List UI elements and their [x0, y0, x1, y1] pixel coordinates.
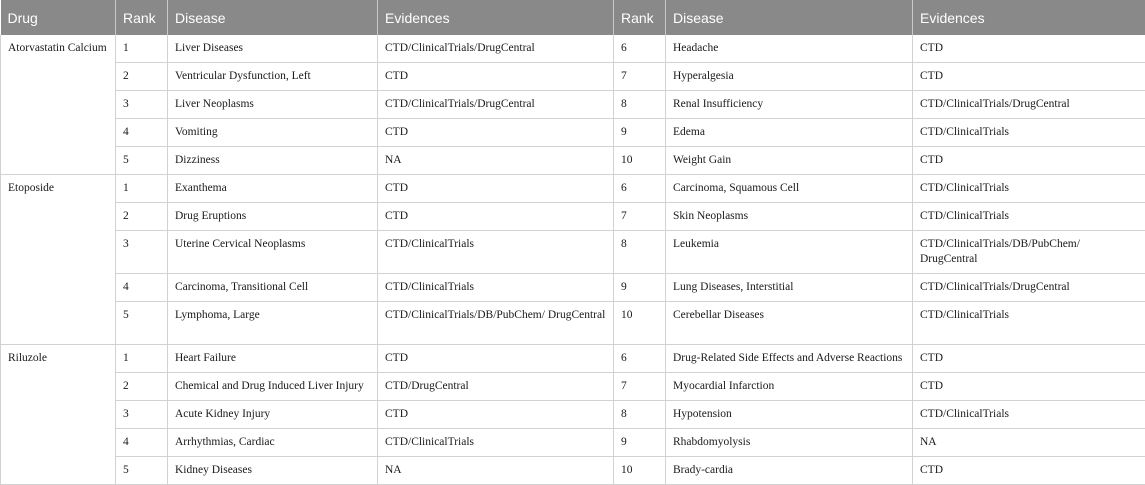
- header-disease-left: Disease: [168, 0, 378, 35]
- disease-cell: Uterine Cervical Neoplasms: [168, 231, 378, 274]
- evidence-cell: CTD/ClinicalTrials/DrugCentral: [378, 35, 614, 63]
- disease-cell: Lymphoma, Large: [168, 302, 378, 345]
- table-row: [1, 203, 1145, 231]
- rank-cell: 7: [614, 373, 666, 401]
- evidence-cell: CTD: [913, 345, 1145, 373]
- table-row: [1, 119, 1145, 147]
- disease-cell: Ventricular Dysfunction, Left: [168, 63, 378, 91]
- rank-cell: 2: [116, 63, 168, 91]
- rank-cell: 3: [116, 91, 168, 119]
- rank-cell: 1: [116, 35, 168, 63]
- disease-cell: Brady-cardia: [666, 457, 913, 485]
- evidence-cell: NA: [378, 147, 614, 175]
- disease-cell: Cerebellar Diseases: [666, 302, 913, 345]
- rank-cell: 8: [614, 231, 666, 274]
- disease-cell: Kidney Diseases: [168, 457, 378, 485]
- disease-cell: Myocardial Infarction: [666, 373, 913, 401]
- table-row: [1, 147, 1145, 175]
- disease-cell: Carcinoma, Squamous Cell: [666, 175, 913, 203]
- table-row: [1, 63, 1145, 91]
- evidence-cell: CTD: [913, 35, 1145, 63]
- evidence-cell: CTD/ClinicalTrials: [378, 429, 614, 457]
- rank-cell: 6: [614, 345, 666, 373]
- rank-cell: 5: [116, 457, 168, 485]
- rank-cell: 7: [614, 203, 666, 231]
- header-row: [1, 0, 1145, 35]
- disease-cell: Weight Gain: [666, 147, 913, 175]
- table-row: [1, 345, 1145, 373]
- disease-cell: Rhabdomyolysis: [666, 429, 913, 457]
- disease-cell: Headache: [666, 35, 913, 63]
- disease-cell: Hypotension: [666, 401, 913, 429]
- rank-cell: 5: [116, 302, 168, 345]
- disease-cell: Hyperalgesia: [666, 63, 913, 91]
- table-row: [1, 274, 1145, 302]
- header-rank-right: Rank: [614, 0, 666, 35]
- table-row: [1, 429, 1145, 457]
- evidence-cell: CTD/ClinicalTrials/DrugCentral: [378, 91, 614, 119]
- disease-cell: Liver Neoplasms: [168, 91, 378, 119]
- drug-name-cell: Etoposide: [1, 175, 116, 345]
- rank-cell: 1: [116, 175, 168, 203]
- evidence-cell: CTD: [913, 147, 1145, 175]
- evidence-cell: CTD/ClinicalTrials/DB/PubChem/ DrugCentral: [913, 231, 1145, 274]
- rank-cell: 6: [614, 175, 666, 203]
- rank-cell: 2: [116, 203, 168, 231]
- evidence-cell: CTD: [378, 119, 614, 147]
- table-row: [1, 373, 1145, 401]
- table-header: [1, 0, 1145, 35]
- rank-cell: 10: [614, 147, 666, 175]
- evidence-cell: CTD: [378, 175, 614, 203]
- disease-cell: Drug-Related Side Effects and Adverse Reactions: [666, 345, 913, 373]
- evidence-cell: CTD/ClinicalTrials: [913, 302, 1145, 345]
- evidence-cell: CTD: [378, 401, 614, 429]
- disease-cell: Chemical and Drug Induced Liver Injury: [168, 373, 378, 401]
- header-disease-right: Disease: [666, 0, 913, 35]
- disease-cell: Skin Neoplasms: [666, 203, 913, 231]
- rank-cell: 10: [614, 302, 666, 345]
- disease-cell: Liver Diseases: [168, 35, 378, 63]
- disease-cell: Leukemia: [666, 231, 913, 274]
- rank-cell: 3: [116, 231, 168, 274]
- header-evidences-right: Evidences: [913, 0, 1145, 35]
- evidence-cell: CTD: [378, 345, 614, 373]
- evidence-cell: CTD/ClinicalTrials: [378, 231, 614, 274]
- rank-cell: 9: [614, 119, 666, 147]
- table-row: [1, 91, 1145, 119]
- evidence-cell: CTD/ClinicalTrials: [378, 274, 614, 302]
- rank-cell: 8: [614, 401, 666, 429]
- evidence-cell: CTD: [913, 457, 1145, 485]
- rank-cell: 4: [116, 429, 168, 457]
- rank-cell: 1: [116, 345, 168, 373]
- table-row: [1, 231, 1145, 274]
- evidence-cell: CTD/ClinicalTrials: [913, 203, 1145, 231]
- table-row: [1, 35, 1145, 63]
- rank-cell: 10: [614, 457, 666, 485]
- evidence-cell: CTD/DrugCentral: [378, 373, 614, 401]
- header-drug: Drug: [1, 0, 116, 35]
- evidence-cell: CTD/ClinicalTrials: [913, 401, 1145, 429]
- evidence-cell: NA: [378, 457, 614, 485]
- disease-cell: Vomiting: [168, 119, 378, 147]
- disease-cell: Exanthema: [168, 175, 378, 203]
- disease-cell: Edema: [666, 119, 913, 147]
- disease-cell: Renal Insufficiency: [666, 91, 913, 119]
- disease-cell: Lung Diseases, Interstitial: [666, 274, 913, 302]
- table-row: [1, 302, 1145, 345]
- disease-cell: Drug Eruptions: [168, 203, 378, 231]
- rank-cell: 4: [116, 274, 168, 302]
- evidence-cell: CTD/ClinicalTrials/DrugCentral: [913, 91, 1145, 119]
- drug-name-cell: Riluzole: [1, 345, 116, 485]
- rank-cell: 9: [614, 429, 666, 457]
- disease-cell: Dizziness: [168, 147, 378, 175]
- header-rank-left: Rank: [116, 0, 168, 35]
- table-row: [1, 457, 1145, 485]
- disease-cell: Arrhythmias, Cardiac: [168, 429, 378, 457]
- rank-cell: 2: [116, 373, 168, 401]
- rank-cell: 8: [614, 91, 666, 119]
- table-body: [1, 35, 1145, 485]
- evidence-cell: NA: [913, 429, 1145, 457]
- table-row: [1, 175, 1145, 203]
- drug-name-cell: Atorvastatin Calcium: [1, 35, 116, 175]
- disease-cell: Carcinoma, Transitional Cell: [168, 274, 378, 302]
- disease-cell: Acute Kidney Injury: [168, 401, 378, 429]
- rank-cell: 9: [614, 274, 666, 302]
- header-evidences-left: Evidences: [378, 0, 614, 35]
- rank-cell: 3: [116, 401, 168, 429]
- table-row: [1, 401, 1145, 429]
- evidence-cell: CTD/ClinicalTrials: [913, 119, 1145, 147]
- rank-cell: 5: [116, 147, 168, 175]
- evidence-cell: CTD/ClinicalTrials/DB/PubChem/ DrugCentral: [378, 302, 614, 345]
- evidence-cell: CTD/ClinicalTrials: [913, 175, 1145, 203]
- evidence-cell: CTD: [378, 63, 614, 91]
- rank-cell: 7: [614, 63, 666, 91]
- evidence-cell: CTD: [913, 63, 1145, 91]
- evidence-cell: CTD/ClinicalTrials/DrugCentral: [913, 274, 1145, 302]
- rank-cell: 4: [116, 119, 168, 147]
- disease-cell: Heart Failure: [168, 345, 378, 373]
- rank-cell: 6: [614, 35, 666, 63]
- evidence-cell: CTD: [378, 203, 614, 231]
- evidence-cell: CTD: [913, 373, 1145, 401]
